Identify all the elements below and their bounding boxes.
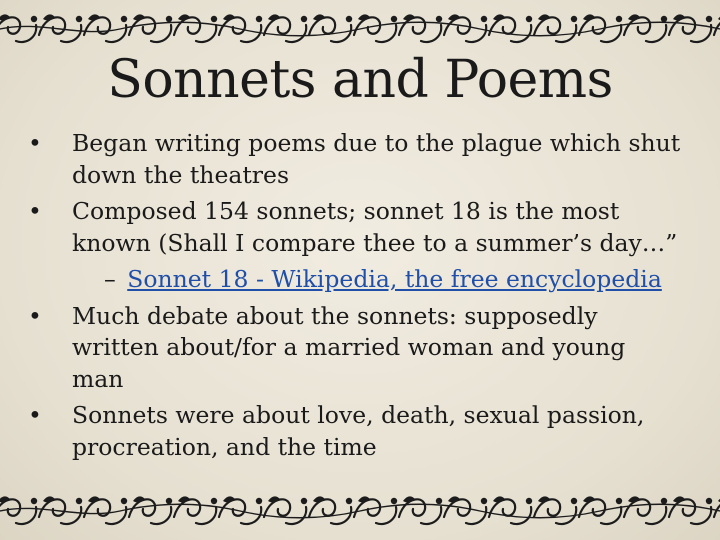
bullet-text: Composed 154 sonnets; sonnet 18 is the most known (Shall I compare thee to a summer’s day…”	[72, 197, 678, 257]
bullet-item-1	[24, 128, 684, 191]
sub-bullet-dash: –	[104, 265, 116, 293]
bullet-list	[24, 128, 684, 468]
bullet-glyph: •	[28, 197, 42, 225]
bullet-text: Sonnets were about love, death, sexual passion, procreation, and the time	[72, 401, 645, 461]
bullet-text: Began writing poems due to the plague which shut down the theatres	[72, 129, 681, 189]
sub-bullet-item	[24, 264, 684, 296]
bullet-glyph: •	[28, 129, 42, 157]
wikipedia-link[interactable]: Sonnet 18 - Wikipedia, the free encyclopedia	[127, 265, 662, 293]
bullet-item-3	[24, 301, 684, 396]
bullet-item-4	[24, 400, 684, 463]
flourish-border-icon	[0, 482, 720, 540]
bullet-item-2	[24, 196, 684, 259]
bullet-glyph: •	[28, 301, 42, 330]
bullet-text: Much debate about the sonnets: supposedly written about/for a married woman and young man	[72, 301, 626, 393]
bullet-glyph: •	[28, 401, 42, 429]
slide-title: Sonnets and Poems	[107, 50, 613, 110]
